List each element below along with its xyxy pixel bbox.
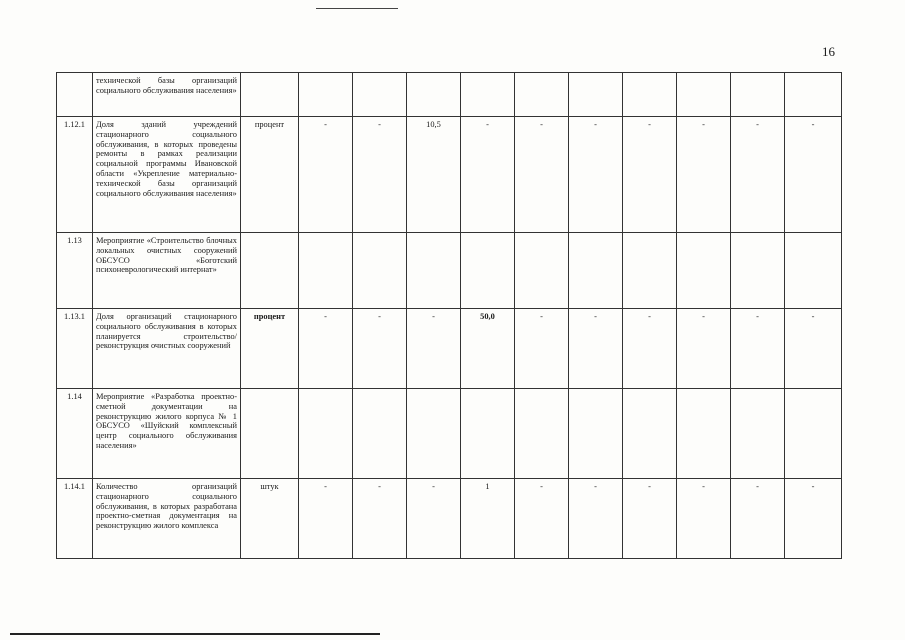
- row-value: -: [731, 117, 785, 233]
- table-row: [57, 233, 842, 309]
- row-number: 1.14: [57, 389, 93, 479]
- row-value: -: [515, 309, 569, 389]
- row-value: [353, 233, 407, 309]
- row-value: -: [353, 479, 407, 559]
- table-row: [57, 309, 842, 389]
- row-value: -: [569, 117, 623, 233]
- row-value: -: [515, 117, 569, 233]
- row-value: -: [407, 309, 461, 389]
- row-value: [677, 233, 731, 309]
- row-value: [461, 389, 515, 479]
- row-value: [299, 73, 353, 117]
- row-number: 1.13.1: [57, 309, 93, 389]
- table-row: [57, 389, 842, 479]
- row-value: [731, 389, 785, 479]
- row-unit: процент: [241, 309, 299, 389]
- row-description: Мероприятие «Разработка проектно-сметной документации на реконструкцию жилого корпуса № 1 ОБСУСО «Шуйский комплексный центр социального обслуживания населения»: [93, 389, 241, 479]
- row-value: -: [623, 309, 677, 389]
- row-description: Количество организаций стационарного социального обслуживания, в которых разработана проектно-сметная документация на реконструкцию жилого комплекса: [93, 479, 241, 559]
- row-value: -: [677, 117, 731, 233]
- row-value: [785, 233, 842, 309]
- row-value: -: [461, 117, 515, 233]
- row-unit: штук: [241, 479, 299, 559]
- table-row: [57, 117, 842, 233]
- row-value: [677, 73, 731, 117]
- row-value: [785, 73, 842, 117]
- row-value: -: [785, 117, 842, 233]
- row-value: [623, 233, 677, 309]
- row-value: [569, 389, 623, 479]
- row-value: -: [299, 117, 353, 233]
- row-value: [731, 233, 785, 309]
- row-value: 1: [461, 479, 515, 559]
- row-number: 1.12.1: [57, 117, 93, 233]
- row-value: [353, 389, 407, 479]
- row-value: [407, 233, 461, 309]
- row-value: [731, 73, 785, 117]
- row-value: -: [569, 309, 623, 389]
- row-value: -: [353, 117, 407, 233]
- row-value: -: [731, 309, 785, 389]
- row-number: 1.13: [57, 233, 93, 309]
- row-number: 1.14.1: [57, 479, 93, 559]
- row-value: -: [299, 309, 353, 389]
- row-value: -: [569, 479, 623, 559]
- row-value: -: [677, 479, 731, 559]
- row-value: [407, 73, 461, 117]
- row-description: Мероприятие «Строительство блочных локальных очистных сооружений ОБСУСО «Боготский психоневрологический интернат»: [93, 233, 241, 309]
- row-value: [407, 389, 461, 479]
- row-unit: [241, 389, 299, 479]
- row-value: [299, 233, 353, 309]
- indicators-table: [56, 72, 842, 559]
- row-value: -: [515, 479, 569, 559]
- row-value: [569, 73, 623, 117]
- row-value: -: [623, 117, 677, 233]
- row-unit: процент: [241, 117, 299, 233]
- row-value: [677, 389, 731, 479]
- row-value: -: [731, 479, 785, 559]
- bottom-scan-bar: [10, 633, 380, 635]
- row-value: 50,0: [461, 309, 515, 389]
- row-description: Доля организаций стационарного социального обслуживания в которых планируется строительство/реконструкция очистных сооружений: [93, 309, 241, 389]
- row-value: -: [785, 479, 842, 559]
- row-value: [623, 73, 677, 117]
- row-value: -: [677, 309, 731, 389]
- row-unit: [241, 73, 299, 117]
- table-row: [57, 479, 842, 559]
- row-number: [57, 73, 93, 117]
- row-value: [515, 73, 569, 117]
- row-value: -: [623, 479, 677, 559]
- row-value: -: [785, 309, 842, 389]
- row-value: [515, 233, 569, 309]
- row-value: [299, 389, 353, 479]
- row-value: [623, 389, 677, 479]
- row-description: Доля зданий учреждений стационарного социального обслуживания, в которых проведены ремонты в рамках реализации социальной программы Ивановской области «Укрепление материально-технической базы организаций социального обслуживания населения»: [93, 117, 241, 233]
- page-number: 16: [822, 44, 835, 59]
- row-value: 10,5: [407, 117, 461, 233]
- row-unit: [241, 233, 299, 309]
- row-value: [515, 389, 569, 479]
- table-row: [57, 73, 842, 117]
- row-value: [461, 73, 515, 117]
- row-value: [353, 73, 407, 117]
- row-value: -: [353, 309, 407, 389]
- row-description: технической базы организаций социального обслуживания населения»: [93, 73, 241, 117]
- row-value: [569, 233, 623, 309]
- row-value: [785, 389, 842, 479]
- top-scan-mark: [316, 8, 398, 9]
- row-value: -: [407, 479, 461, 559]
- row-value: -: [299, 479, 353, 559]
- row-value: [461, 233, 515, 309]
